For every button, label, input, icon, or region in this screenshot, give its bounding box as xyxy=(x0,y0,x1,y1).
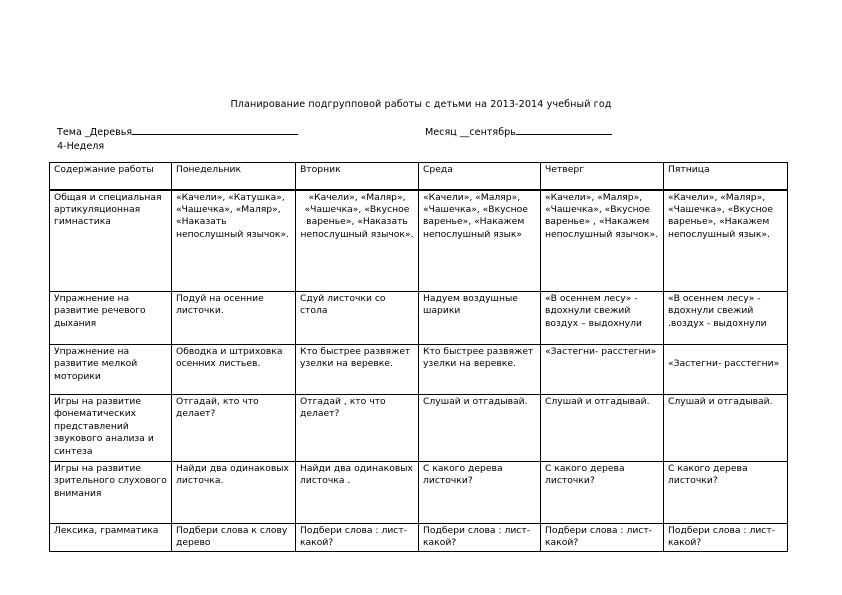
table-cell: «В осеннем лесу» - вдохнули свежий .воздух - выдохнули xyxy=(664,292,788,345)
table-cell: С какого дерева листочки? xyxy=(419,462,541,524)
month-line xyxy=(425,125,612,138)
table-cell: Надуем воздушные шарики xyxy=(419,292,541,345)
theme-underline xyxy=(132,125,298,135)
table-cell: Подуй на осенние листочки. xyxy=(172,292,296,345)
table-cell: «Качели», «Маляр», «Чашечка», «Вкусное варенье», «Накажем непослушный язык». xyxy=(664,190,788,292)
table-cell: «Качели», «Катушка», «Чашечка», «Маляр», «Наказать непослушный язычок». xyxy=(172,190,296,292)
table-row xyxy=(50,190,788,292)
theme-label: Тема _Деревья xyxy=(57,127,133,138)
table-cell: «Качели», «Маляр», «Чашечка», «Вкусное варенье» , «Накажем непослушный язычок». xyxy=(541,190,664,292)
table-cell: Лексика, грамматика xyxy=(50,524,172,552)
table-cell: Обводка и штриховка осенних листьев. xyxy=(172,345,296,395)
header-cell: Понедельник xyxy=(172,163,296,190)
table-cell: Общая и специальная артикуляционная гимнастика xyxy=(50,190,172,292)
planning-table xyxy=(49,162,788,552)
table-row xyxy=(50,462,788,524)
table-cell: Упражнение на развитие мелкой моторики xyxy=(50,345,172,395)
table-cell: «В осеннем лесу» - вдохнули свежий воздух – выдохнули xyxy=(541,292,664,345)
theme-line xyxy=(57,125,298,140)
table-row xyxy=(50,395,788,462)
table-row xyxy=(50,345,788,395)
table-cell: «Застегни- расстегни» xyxy=(664,345,788,395)
table-row xyxy=(50,292,788,345)
table-row xyxy=(50,524,788,552)
table-cell: «Качели», «Маляр», «Чашечка», «Вкусное варенье», «Наказать непослушный язычок». xyxy=(296,190,419,292)
table-cell: Отгадай, кто что делает? xyxy=(172,395,296,462)
table-cell: С какого дерева листочки? xyxy=(664,462,788,524)
table-cell: Слушай и отгадывай. xyxy=(664,395,788,462)
table-cell: С какого дерева листочки? xyxy=(541,462,664,524)
month-underline xyxy=(516,125,612,135)
table-cell: Кто быстрее развяжет узелки на веревке. xyxy=(296,345,419,395)
table-cell: «Застегни- расстегни» xyxy=(541,345,664,395)
header-cell: Содержание работы xyxy=(50,163,172,190)
table-cell: Найди два одинаковых листочка . xyxy=(296,462,419,524)
table-cell: Сдуй листочки со стола xyxy=(296,292,419,345)
header-cell: Вторник xyxy=(296,163,419,190)
header-cell: Среда xyxy=(419,163,541,190)
table-cell: Кто быстрее развяжет узелки на веревке. xyxy=(419,345,541,395)
page-bottom-margin xyxy=(0,553,842,595)
table-cell: Подбери слова : лист-какой? xyxy=(664,524,788,552)
table-cell: Подбери слова : лист-какой? xyxy=(541,524,664,552)
table-cell: Упражнение на развитие речевого дыхания xyxy=(50,292,172,345)
week-label: 4-Неделя xyxy=(57,141,105,152)
table-cell: Слушай и отгадывай. xyxy=(419,395,541,462)
table-cell: «Качели», «Маляр», «Чашечка», «Вкусное варенье», «Накажем непослушный язык» xyxy=(419,190,541,292)
table-header-row xyxy=(50,163,788,190)
month-label: Месяц __сентябрь xyxy=(425,127,516,138)
table-cell: Игры на развитие зрительного слухового внимания xyxy=(50,462,172,524)
document-title: Планирование подгрупповой работы с детьми на 2013-2014 учебный год xyxy=(230,99,612,110)
table-cell: Подбери слова к слову дерево xyxy=(172,524,296,552)
meta-left xyxy=(57,125,298,154)
table-cell: Слушай и отгадывай. xyxy=(541,395,664,462)
header-cell: Пятница xyxy=(664,163,788,190)
header-cell: Четверг xyxy=(541,163,664,190)
table-cell: Подбери слова : лист-какой? xyxy=(296,524,419,552)
table-cell: Найди два одинаковых листочка. xyxy=(172,462,296,524)
table-cell: Подбери слова : лист-какой? xyxy=(419,524,541,552)
table-cell: Отгадай , кто что делает? xyxy=(296,395,419,462)
table-cell: Игры на развитие фонематических представлений звукового анализа и синтеза xyxy=(50,395,172,462)
